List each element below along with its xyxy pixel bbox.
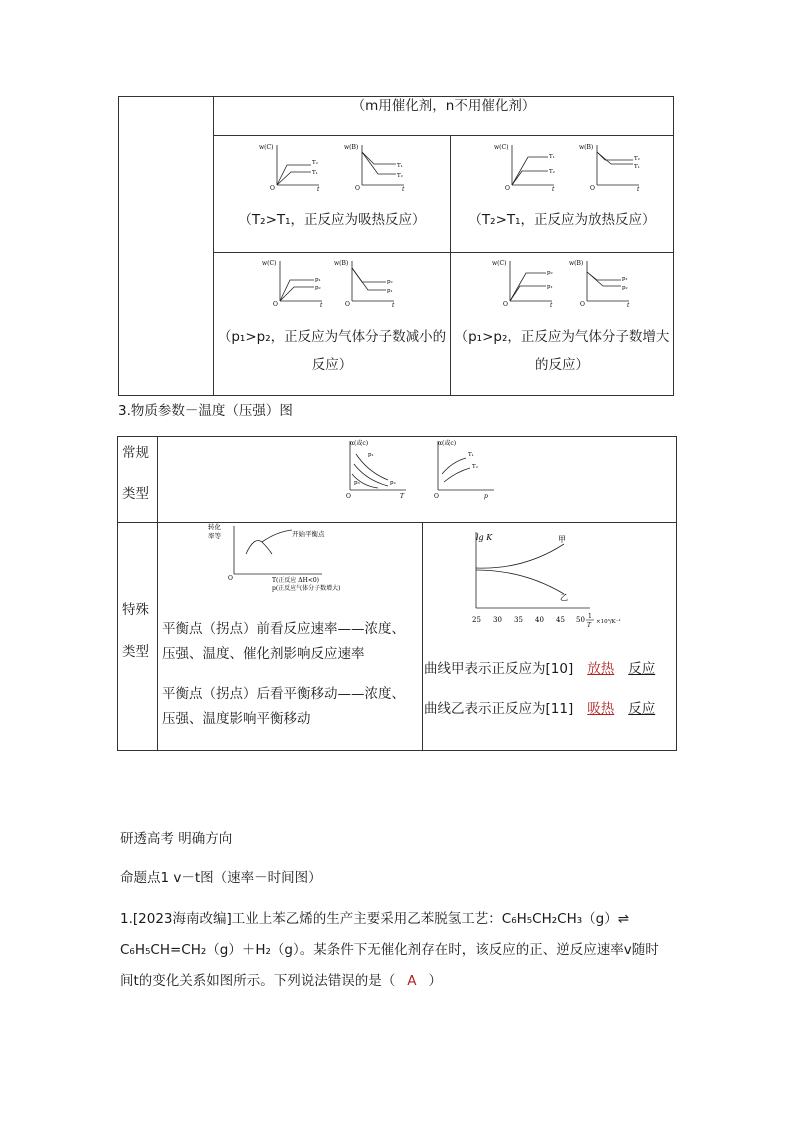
svg-text:O: O [270,185,275,192]
svg-text:35: 35 [514,616,523,624]
svg-text:开始平衡点: 开始平衡点 [292,530,325,538]
caption-cell-4: （p₁>p₂，正反应为气体分子数增大 的反应） [454,329,670,373]
row2-label-b: 类型 [122,644,149,660]
question-line-1: 1.[2023海南改编]工业上苯乙烯的生产主要采用乙苯脱氢工艺：C₆H₅CH₂CH₃（g）⇌ [120,911,630,927]
svg-text:T₁: T₁ [312,170,318,176]
graph-wc-pressure-increase [488,256,568,308]
svg-text:O: O [434,493,439,500]
svg-text:w(C): w(C) [492,260,507,267]
svg-text:45: 45 [556,616,565,624]
svg-text:O: O [590,185,595,192]
svg-text:p₃: p₃ [354,480,360,486]
graph-wc-temp-exothermic [490,140,570,192]
svg-text:p₁: p₁ [315,277,321,283]
svg-text:O: O [345,301,350,308]
section-3-title: 3.物质参数－温度（压强）图 [118,403,293,419]
svg-text:w(C): w(C) [494,144,509,151]
graph-alpha-vs-pressure [426,438,506,500]
svg-text:p₂: p₂ [315,285,321,291]
svg-text:t: t [637,186,640,192]
svg-text:p₂: p₂ [547,270,553,276]
curve-yi-text: 曲线乙表示正反应为[11] 吸热 反应 [424,697,655,717]
graph-wb-temp-exothermic [575,140,655,192]
svg-text:w(B): w(B) [344,144,359,151]
svg-text:T₂: T₂ [472,464,478,470]
svg-text:w(B): w(B) [334,260,349,267]
svg-text:T₂: T₂ [312,160,318,166]
svg-text:T₁: T₁ [549,154,555,160]
svg-text:p(正反应气体分子数增大): p(正反应气体分子数增大) [272,585,341,592]
svg-text:w(C): w(C) [262,260,277,267]
svg-text:甲: 甲 [558,535,566,544]
graph-alpha-vs-temperature [338,438,418,500]
svg-text:T(正反应 ΔH<0): T(正反应 ΔH<0) [272,577,320,584]
graph-wc-pressure-decrease [258,256,338,308]
graph-wb-temp-endothermic [340,140,420,192]
svg-text:T₁: T₁ [634,164,640,170]
svg-text:p₁: p₁ [368,452,374,458]
caption-cell-3: （p₁>p₂，正反应为气体分子数减小的 反应） [217,329,447,373]
svg-text:率等: 率等 [208,532,221,540]
svg-text:O: O [580,301,585,308]
svg-text:lg K: lg K [476,533,493,542]
answer-10: 放热 [587,661,615,677]
svg-text:t: t [392,302,395,308]
special-text-2: 平衡点（拐点）后看平衡移动——浓度、 压强、温度影响平衡移动 [162,686,405,727]
svg-text:T₁: T₁ [468,452,474,458]
svg-text:O: O [503,301,508,308]
svg-text:T₂: T₂ [549,169,555,175]
svg-text:p₁: p₁ [622,276,628,282]
svg-text:O: O [346,493,351,500]
svg-text:50: 50 [576,616,585,624]
svg-text:T₂: T₂ [397,173,403,179]
graph-wb-pressure-decrease [330,256,410,308]
svg-text:O: O [505,185,510,192]
svg-text:p₂: p₂ [622,285,628,291]
svg-text:t: t [320,302,323,308]
svg-text:w(C): w(C) [259,144,274,151]
special-text-1: 平衡点（拐点）前看反应速率——浓度、 压强、温度、催化剂影响反应速率 [162,621,405,662]
svg-text:t: t [627,302,630,308]
svg-text:O: O [355,185,360,192]
row1-label-b: 类型 [122,486,149,502]
svg-text:T: T [587,622,592,629]
svg-text:p₂: p₂ [387,279,393,285]
curve-jia-text: 曲线甲表示正反应为[10] 放热 反应 [424,657,655,677]
graph-conversion-equilibrium-point [200,522,380,596]
svg-text:O: O [273,301,278,308]
svg-text:t: t [402,186,405,192]
section-heading: 研透高考 明确方向 [120,831,233,847]
question-line-3: 间t的变化关系如图所示。下列说法错误的是（ A ） [120,973,443,989]
svg-text:w(B): w(B) [579,144,594,151]
svg-text:乙: 乙 [560,593,568,602]
row2-label-a: 特殊 [122,602,149,618]
svg-text:T: T [400,493,405,500]
svg-text:p₂: p₂ [390,480,396,486]
svg-text:转化: 转化 [208,523,221,531]
svg-text:T₁: T₁ [397,163,403,169]
svg-text:1: 1 [588,613,592,620]
svg-text:25: 25 [472,616,481,624]
svg-text:w(B): w(B) [569,260,584,267]
svg-text:30: 30 [493,616,502,624]
svg-text:t: t [550,302,553,308]
answer-11: 吸热 [587,701,615,717]
question-line-2: C₆H₅CH=CH₂（g）＋H₂（g）。某条件下无催化剂存在时，该反应的正、逆反应速率v随时 [120,942,659,958]
graph-wc-temp-endothermic [255,140,335,192]
svg-text:p₁: p₁ [547,284,553,290]
svg-text:p₁: p₁ [387,288,393,294]
table1-header: （m用催化剂，n不用催化剂） [351,98,536,114]
graph-wb-pressure-increase [565,256,645,308]
svg-text:40: 40 [535,616,544,624]
svg-text:t: t [552,186,555,192]
svg-text:O: O [228,575,233,582]
svg-text:α(或c): α(或c) [438,440,457,447]
svg-text:t: t [317,186,320,192]
svg-text:α(或c): α(或c) [350,440,369,447]
svg-text:p: p [484,493,488,500]
graph-lgk-vs-reciprocal-temperature [464,530,654,640]
svg-text:×10³/K⁻¹: ×10³/K⁻¹ [596,619,621,625]
svg-text:T₂: T₂ [634,156,640,162]
question-answer: A [407,973,417,989]
row1-label-a: 常规 [122,445,149,461]
caption-cell-2: （T₂>T₁，正反应为放热反应） [468,212,656,228]
caption-cell-1: （T₂>T₁，正反应为吸热反应） [238,212,426,228]
topic-title: 命题点1 v－t图（速率－时间图） [120,870,322,886]
